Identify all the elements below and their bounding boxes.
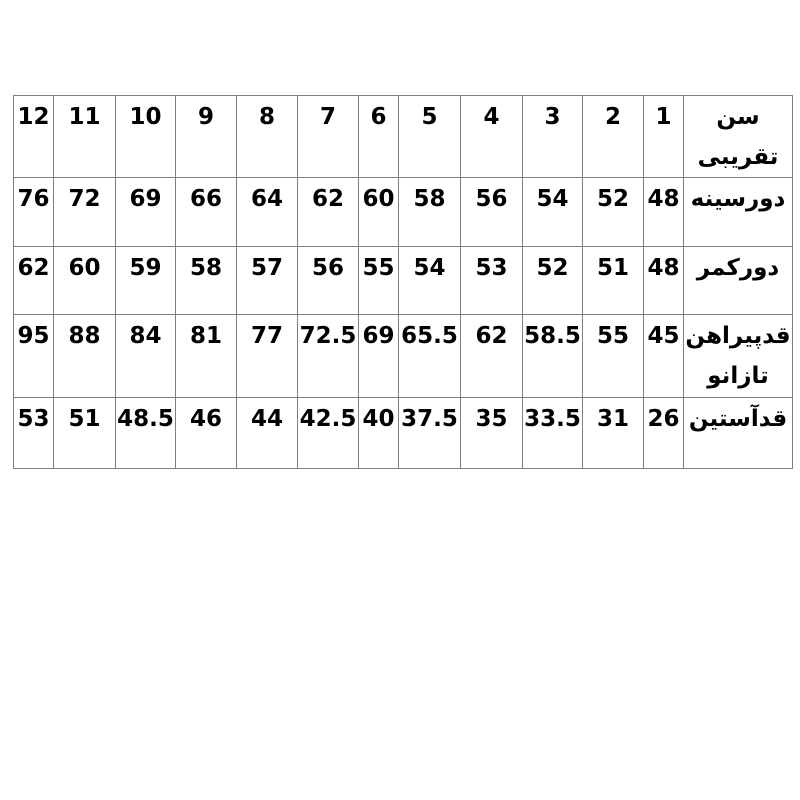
table-cell: 72 [54, 178, 116, 247]
row-label-waist [684, 247, 793, 315]
table-cell: 37.5 [399, 398, 461, 469]
row-label-line: دورکمر [696, 255, 780, 281]
table-cell: 40 [359, 398, 399, 469]
row-label-age [684, 96, 793, 178]
table-row-chest [14, 178, 793, 247]
table-cell: 11 [54, 96, 116, 178]
table-cell: 69 [359, 315, 399, 398]
table-cell: 2 [583, 96, 644, 178]
table-cell: 35 [461, 398, 523, 469]
row-label-line: قدآستین [688, 406, 788, 432]
table-cell: 9 [176, 96, 237, 178]
table-cell: 4 [461, 96, 523, 178]
table-cell: 55 [359, 247, 399, 315]
table-cell: 56 [461, 178, 523, 247]
table-cell: 1 [644, 96, 684, 178]
table-cell: 58 [399, 178, 461, 247]
table-cell: 26 [644, 398, 684, 469]
table-cell: 54 [523, 178, 583, 247]
table-cell: 48.5 [116, 398, 176, 469]
table-cell: 45 [644, 315, 684, 398]
table-cell: 59 [116, 247, 176, 315]
table-cell: 7 [298, 96, 359, 178]
table-cell: 48 [644, 178, 684, 247]
table-cell: 54 [399, 247, 461, 315]
table-cell: 62 [14, 247, 54, 315]
table-cell: 62 [298, 178, 359, 247]
row-label-line: تقریبی [697, 144, 779, 170]
table-cell: 72.5 [298, 315, 359, 398]
table-row-shirt-length [14, 315, 793, 398]
table-cell: 3 [523, 96, 583, 178]
row-label-line: تازانو [707, 363, 769, 389]
table-cell: 57 [237, 247, 298, 315]
table-cell: 76 [14, 178, 54, 247]
table-cell: 33.5 [523, 398, 583, 469]
table-cell: 64 [237, 178, 298, 247]
table-cell: 42.5 [298, 398, 359, 469]
table-cell: 95 [14, 315, 54, 398]
table-cell: 5 [399, 96, 461, 178]
table-cell: 56 [298, 247, 359, 315]
row-label-sleeve-length [684, 398, 793, 469]
table-cell: 52 [583, 178, 644, 247]
table-cell: 51 [54, 398, 116, 469]
table-row-age [14, 96, 793, 178]
row-label-shirt-length [684, 315, 793, 398]
table-cell: 62 [461, 315, 523, 398]
table-cell: 53 [14, 398, 54, 469]
table-cell: 81 [176, 315, 237, 398]
row-label-line: دورسینه [690, 186, 786, 212]
table-cell: 58.5 [523, 315, 583, 398]
table-cell: 88 [54, 315, 116, 398]
table-cell: 65.5 [399, 315, 461, 398]
table-cell: 60 [359, 178, 399, 247]
table-cell: 69 [116, 178, 176, 247]
table-cell: 55 [583, 315, 644, 398]
table-cell: 31 [583, 398, 644, 469]
table-cell: 6 [359, 96, 399, 178]
row-label-line: قدپیراهن [685, 323, 791, 349]
table-row-sleeve-length [14, 398, 793, 469]
table-cell: 84 [116, 315, 176, 398]
table-row-waist [14, 247, 793, 315]
table-cell: 48 [644, 247, 684, 315]
table-cell: 51 [583, 247, 644, 315]
size-chart-table [13, 95, 793, 469]
table-cell: 52 [523, 247, 583, 315]
table-cell: 60 [54, 247, 116, 315]
table-cell: 10 [116, 96, 176, 178]
table-cell: 8 [237, 96, 298, 178]
table-cell: 44 [237, 398, 298, 469]
row-label-chest [684, 178, 793, 247]
row-label-line: سن [716, 104, 760, 130]
table-cell: 77 [237, 315, 298, 398]
table-cell: 53 [461, 247, 523, 315]
table-cell: 66 [176, 178, 237, 247]
table-cell: 58 [176, 247, 237, 315]
table-cell: 12 [14, 96, 54, 178]
table-cell: 46 [176, 398, 237, 469]
